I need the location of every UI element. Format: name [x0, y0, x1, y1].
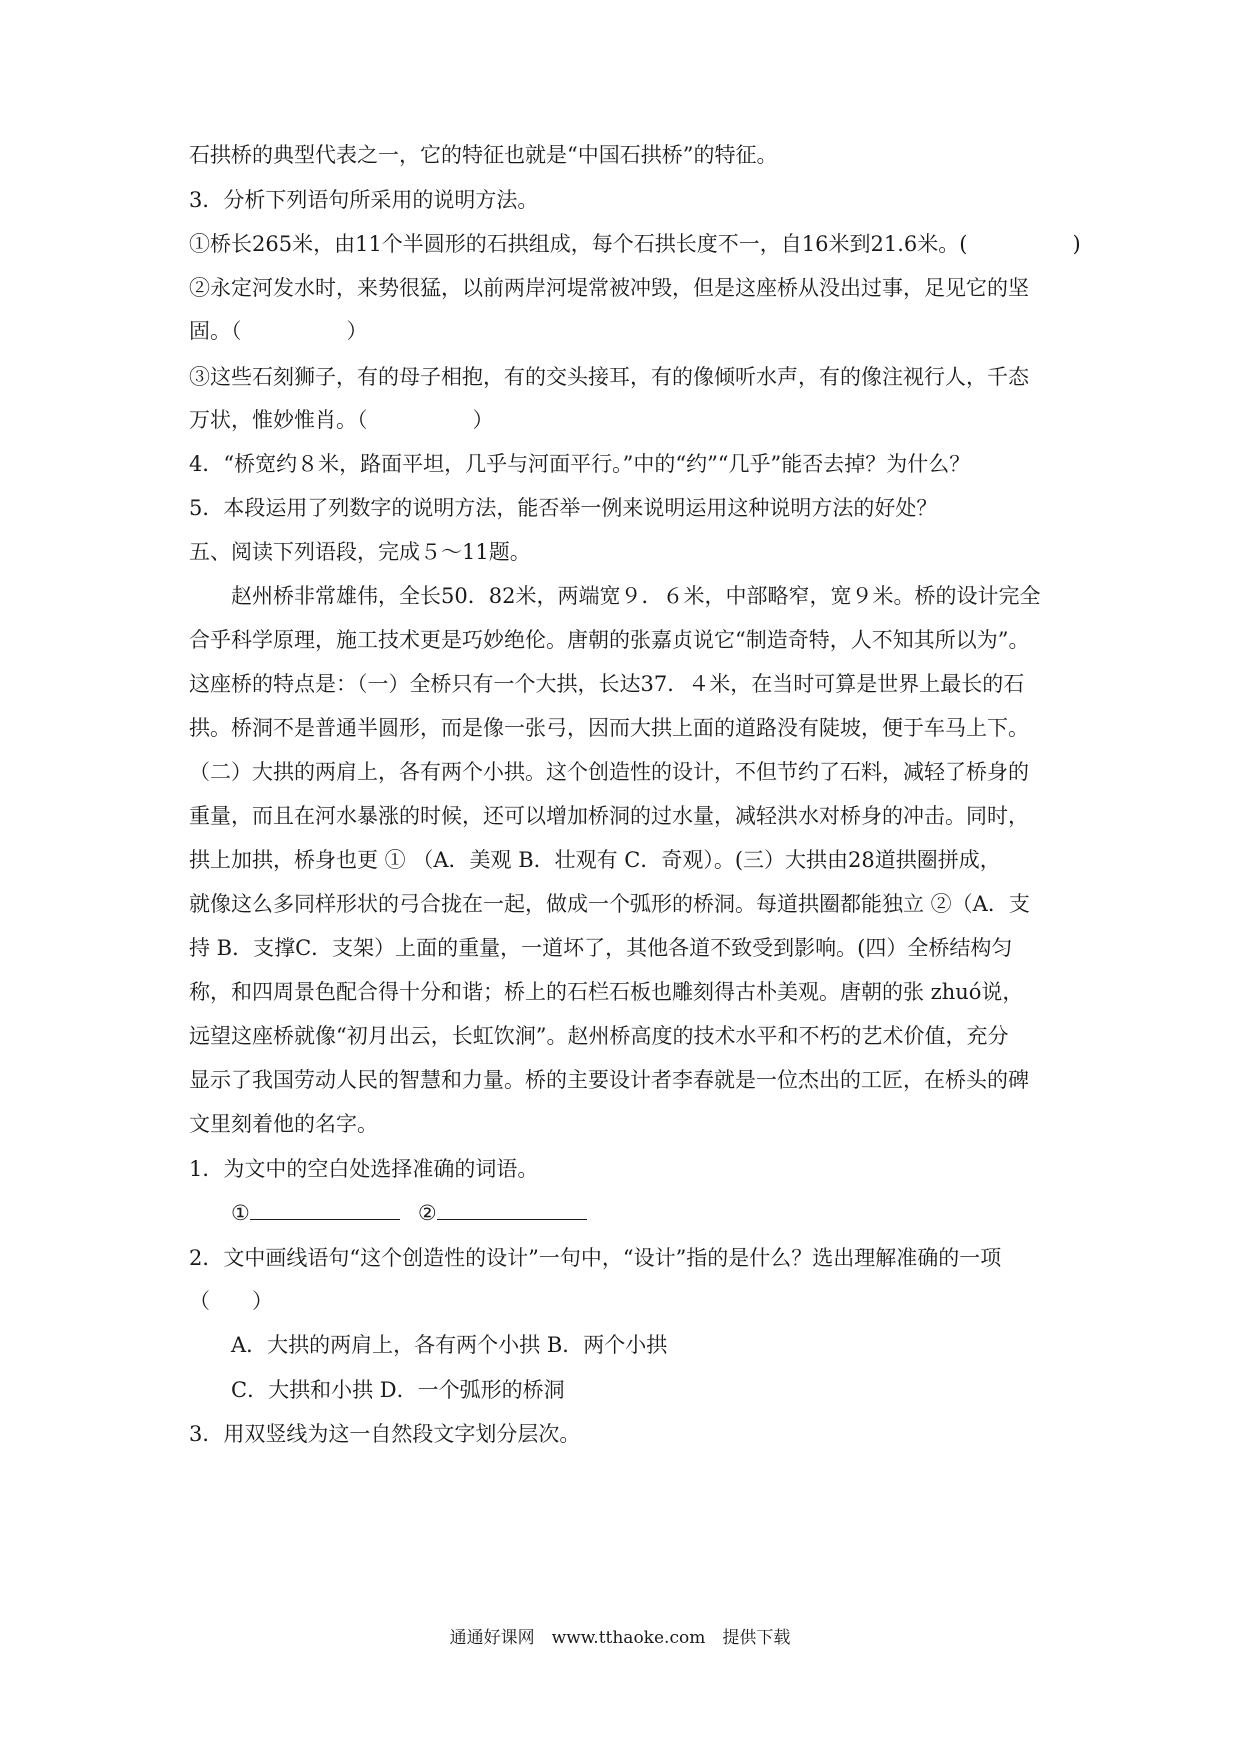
question-3-heading: 3．分析下列语句所采用的说明方法。	[189, 188, 539, 212]
passage-line: 合乎科学原理，施工技术更是巧妙绝伦。唐朝的张嘉贞说它“制造奇特，人不知其所以为”。	[189, 628, 1030, 652]
section-5-heading: 五、阅读下列语段，完成５～11题。	[189, 540, 531, 564]
passage-line: 远望这座桥就像“初月出云，长虹饮涧”。赵州桥高度的技术水平和不朽的艺术价值，充分	[189, 1024, 1009, 1048]
text-line: 万状，惟妙惟肖。（ ）	[189, 408, 494, 432]
passage-line: 拱。桥洞不是普通半圆形，而是像一张弓，因而大拱上面的道路没有陡坡，便于车马上下。	[189, 716, 1029, 740]
question-4: 4．“桥宽约８米，路面平坦，几乎与河面平行。”中的“约”“几乎”能否去掉？为什么？	[189, 452, 971, 476]
question-2: 2．文中画线语句“这个创造性的设计”一句中，“设计”指的是什么？选出理解准确的一项	[189, 1246, 1002, 1270]
passage-line: 赵州桥非常雄伟，全长50．82米，两端宽９．６米，中部略窄，宽９米。桥的设计完全	[231, 584, 1041, 608]
question-2-paren: （ ）	[189, 1289, 273, 1313]
text-line: 固。（ ）	[189, 319, 368, 343]
option-row-1: A．大拱的两肩上，各有两个小拱 B．两个小拱	[231, 1333, 668, 1357]
blank-label-2: ②	[417, 1201, 437, 1225]
text-line: ①桥长265米，由11个半圆形的石拱组成，每个石拱长度不一，自16米到21.6米。( )	[189, 232, 1081, 256]
answer-blank-1[interactable]	[250, 1201, 400, 1220]
passage-line: 称，和四周景色配合得十分和谐；桥上的石栏石板也雕刻得古朴美观。唐朝的张 zhuó说，	[189, 980, 1024, 1004]
passage-line: 持 B．支撑C．支架）上面的重量，一道坏了，其他各道不致受到影响。(四）全桥结构匀	[189, 936, 1013, 960]
passage-line: 显示了我国劳动人民的智慧和力量。桥的主要设计者李春就是一位杰出的工匠，在桥头的碑	[189, 1068, 1029, 1092]
question-1: 1．为文中的空白处选择准确的词语。	[189, 1157, 539, 1181]
text-line: ②永定河发水时，来势很猛，以前两岸河堤常被冲毁，但是这座桥从没出过事，足见它的坚	[189, 276, 1029, 300]
blank-label-1: ①	[231, 1201, 250, 1225]
page-footer: 通通好课网 www.tthaoke.com 提供下载	[449, 1628, 791, 1648]
passage-line: 重量，而且在河水暴涨的时候，还可以增加桥洞的过水量，减轻洪水对桥身的冲击。同时，	[189, 804, 1029, 828]
answer-blank-2[interactable]	[437, 1201, 587, 1220]
passage-line: 文里刻着他的名字。	[189, 1112, 378, 1136]
blanks-row	[231, 1198, 1101, 1228]
text-line: ③这些石刻狮子，有的母子相抱，有的交头接耳，有的像倾听水声，有的像注视行人，千态	[189, 365, 1029, 389]
question-5: 5．本段运用了列数字的说明方法，能否举一例来说明运用这种说明方法的好处？	[189, 496, 938, 520]
question-3: 3．用双竖线为这一自然段文字划分层次。	[189, 1422, 581, 1446]
text-line: 石拱桥的典型代表之一，它的特征也就是“中国石拱桥”的特征。	[189, 143, 778, 167]
passage-line: 这座桥的特点是：（一）全桥只有一个大拱，长达37．４米，在当时可算是世界上最长的石	[189, 672, 1025, 696]
option-row-2: C．大拱和小拱 D．一个弧形的桥洞	[231, 1378, 565, 1402]
passage-line: （二）大拱的两肩上，各有两个小拱。这个创造性的设计，不但节约了石料，减轻了桥身的	[189, 760, 1029, 784]
passage-line: 就像这么多同样形状的弓合拢在一起，做成一个弧形的桥洞。每道拱圈都能独立 ②（A．支	[189, 892, 1030, 916]
passage-line: 拱上加拱，桥身也更 ① （A．美观 B．壮观有 C．奇观）。(三）大拱由28道拱圈拼成，	[189, 848, 1001, 872]
